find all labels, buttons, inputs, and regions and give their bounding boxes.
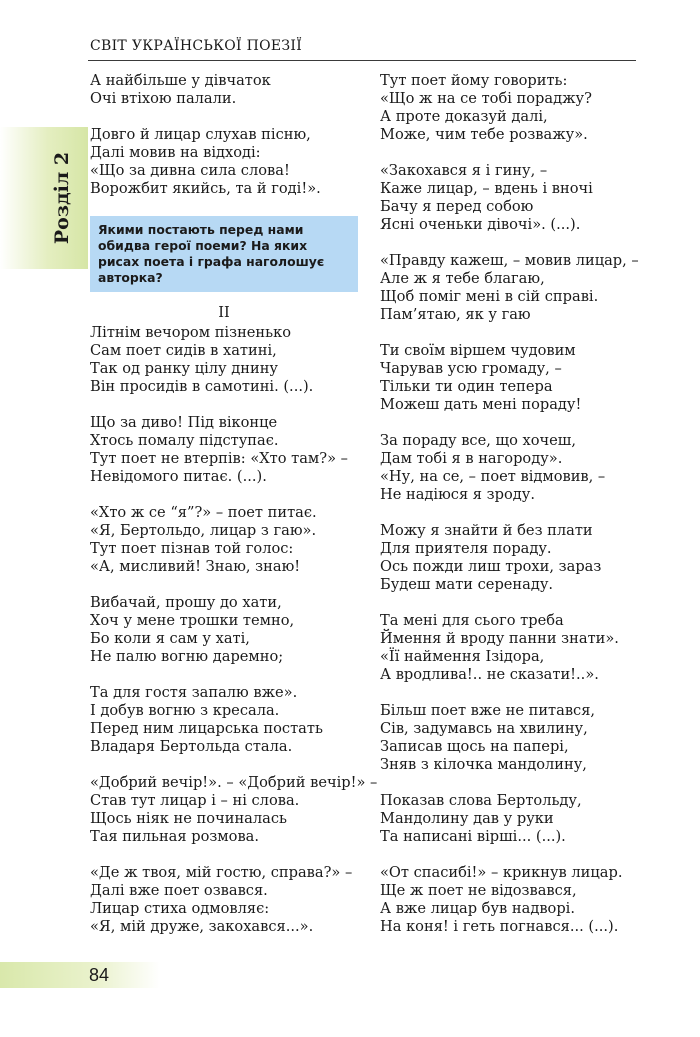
verse-line: Щось ніяк не починалась — [90, 810, 287, 827]
verse-line: Записав щось на папері, — [380, 738, 569, 755]
verse-line: Тут поет не втерпів: «Хто там?» – — [90, 450, 348, 467]
stanza — [380, 432, 640, 504]
right-stanzas — [380, 72, 640, 936]
verse-line: Сів, задумавсь на хвилину, — [380, 720, 588, 737]
right-column — [380, 72, 640, 954]
stanza — [90, 864, 358, 936]
verse-line: Далі мовив на відході: — [90, 144, 261, 161]
verse-line: Лицар стиха одмовляє: — [90, 900, 270, 917]
verse-line: Хоч у мене трошки темно, — [90, 612, 295, 629]
question-line: обидва герої поеми? На яких — [98, 238, 308, 253]
stanza — [90, 594, 358, 666]
verse-line: Будеш мати серенаду. — [380, 576, 554, 593]
verse-line: Хтось помалу підступає. — [90, 432, 279, 449]
verse-line: «Закохався я і гину, – — [380, 162, 548, 179]
stanza — [380, 252, 640, 324]
verse-line: Може, чим тебе розважу». — [380, 126, 588, 143]
verse-line: Літнім вечором пізненько — [90, 324, 292, 341]
verse-line: Щоб поміг мені в сій справі. — [380, 288, 599, 305]
question-box — [90, 216, 358, 292]
verse-line: Мандолину дав у руки — [380, 810, 554, 827]
verse-line: Показав слова Бертольду, — [380, 792, 582, 809]
verse-line: Ось пожди лиш трохи, зараз — [380, 558, 602, 575]
verse-line: «Де ж твоя, мій гостю, справа?» – — [90, 864, 353, 881]
verse-line: Та для гостя запалю вже». — [90, 684, 298, 701]
stanza — [380, 342, 640, 414]
chapter-side-tab — [0, 127, 88, 269]
stanza — [90, 684, 358, 756]
verse-line: «От спасибі!» – крикнув лицар. — [380, 864, 623, 881]
stanza — [90, 324, 358, 396]
question-line: авторка? — [98, 270, 163, 285]
stanza — [380, 522, 640, 594]
stanza — [380, 162, 640, 234]
verse-line: Що за диво! Під віконце — [90, 414, 278, 431]
left-stanzas-top — [90, 72, 358, 198]
left-stanzas-bottom — [90, 324, 378, 936]
verse-line: «Її наймення Ізідора, — [380, 648, 545, 665]
verse-line: Але ж я тебе благаю, — [380, 270, 545, 287]
verse-line: Ясні оченьки дівочі». (...). — [380, 216, 581, 233]
left-column — [90, 72, 378, 954]
verse-line: Тільки ти один тепера — [380, 378, 553, 395]
verse-line: Вибачай, прошу до хати, — [90, 594, 282, 611]
verse-line: Дам тобі я в нагороду». — [380, 450, 563, 467]
verse-line: Чарував усю громаду, – — [380, 360, 562, 377]
verse-line: Можу я знайти й без плати — [380, 522, 593, 539]
verse-line: Очі втіхою палали. — [90, 90, 237, 107]
verse-line: Далі вже поет озвався. — [90, 882, 268, 899]
verse-line: «Добрий вечір!». – «Добрий вечір!» – — [90, 774, 378, 791]
verse-line: «Що за дивна сила слова! — [90, 162, 290, 179]
verse-line: Ще ж поет не відозвався, — [380, 882, 577, 899]
verse-line: «Ну, на се, – поет відмовив, – — [380, 468, 606, 485]
verse-line: Сам поет сидів в хатині, — [90, 342, 277, 359]
verse-line: Став тут лицар і – ні слова. — [90, 792, 300, 809]
stanza — [380, 792, 640, 846]
verse-line: Ймення й вроду панни знати». — [380, 630, 619, 647]
verse-line: «Я, Бертольдо, лицар з гаю». — [90, 522, 317, 539]
running-header: СВІТ УКРАЇНСЬКОЇ ПОЕЗІЇ — [90, 38, 303, 54]
verse-line: Зняв з кілочка мандолину, — [380, 756, 587, 773]
verse-line: Не надіюся я зроду. — [380, 486, 535, 503]
verse-line: Для приятеля пораду. — [380, 540, 552, 557]
verse-line: Пам’ятаю, як у гаю — [380, 306, 531, 323]
verse-line: Ворожбит якийсь, та й годі!». — [90, 180, 321, 197]
verse-line: А проте доказуй далі, — [380, 108, 548, 125]
verse-line: Та написані вірші... (...). — [380, 828, 566, 845]
stanza — [90, 414, 358, 486]
verse-line: Тая пильная розмова. — [90, 828, 260, 845]
verse-line: «Хто ж се “я”?» – поет питає. — [90, 504, 317, 521]
verse-line: Можеш дать мені пораду! — [380, 396, 582, 413]
chapter-label: Розділ 2 — [51, 151, 73, 245]
verse-line: Більш поет вже не питався, — [380, 702, 596, 719]
footer-accent-bar — [0, 962, 160, 988]
verse-line: Ти своїм віршем чудовим — [380, 342, 576, 359]
stanza — [90, 126, 358, 198]
verse-line: А найбільше у дівчаток — [90, 72, 271, 89]
stanza — [380, 612, 640, 684]
stanza — [380, 72, 640, 144]
stanza — [90, 504, 358, 576]
verse-line: Бо коли я сам у хаті, — [90, 630, 250, 647]
verse-line: Та мені для сього треба — [380, 612, 564, 629]
stanza — [380, 864, 640, 936]
verse-line: «Я, мій друже, закохався...». — [90, 918, 314, 935]
page-number: 84 — [89, 965, 110, 985]
stanza — [380, 702, 640, 774]
question-line: Якими постають перед нами — [98, 222, 304, 237]
verse-line: Довго й лицар слухав пісню, — [90, 126, 311, 143]
verse-line: Так од ранку цілу днину — [90, 360, 279, 377]
verse-line: «А, мисливий! Знаю, знаю! — [90, 558, 301, 575]
question-line: рисах поета і графа наголошує — [98, 254, 325, 269]
verse-line: Тут поет йому говорить: — [380, 72, 568, 89]
header-divider — [88, 60, 636, 61]
verse-line: Перед ним лицарська постать — [90, 720, 323, 737]
verse-line: І добув вогню з кресала. — [90, 702, 280, 719]
verse-line: Не палю вогню даремно; — [90, 648, 284, 665]
verse-line: За пораду все, що хочеш, — [380, 432, 577, 449]
part-number: ІІ — [218, 304, 230, 321]
stanza — [90, 72, 358, 108]
verse-line: Каже лицар, – вдень і вночі — [380, 180, 593, 197]
verse-line: Бачу я перед собою — [380, 198, 534, 215]
verse-line: Він просидів в самотині. (...). — [90, 378, 314, 395]
verse-line: Владаря Бертольда стала. — [90, 738, 293, 755]
verse-line: Тут поет пізнав той голос: — [90, 540, 294, 557]
stanza — [90, 774, 378, 846]
verse-line: На коня! і геть погнався... (...). — [380, 918, 619, 935]
verse-line: А вже лицар був надворі. — [380, 900, 575, 917]
verse-line: Невідомого питає. (...). — [90, 468, 267, 485]
verse-line: «Правду кажеш, – мовив лицар, – — [380, 252, 639, 269]
verse-line: А вродлива!.. не сказати!..». — [380, 666, 599, 683]
verse-line: «Що ж на се тобі пораджу? — [380, 90, 592, 107]
